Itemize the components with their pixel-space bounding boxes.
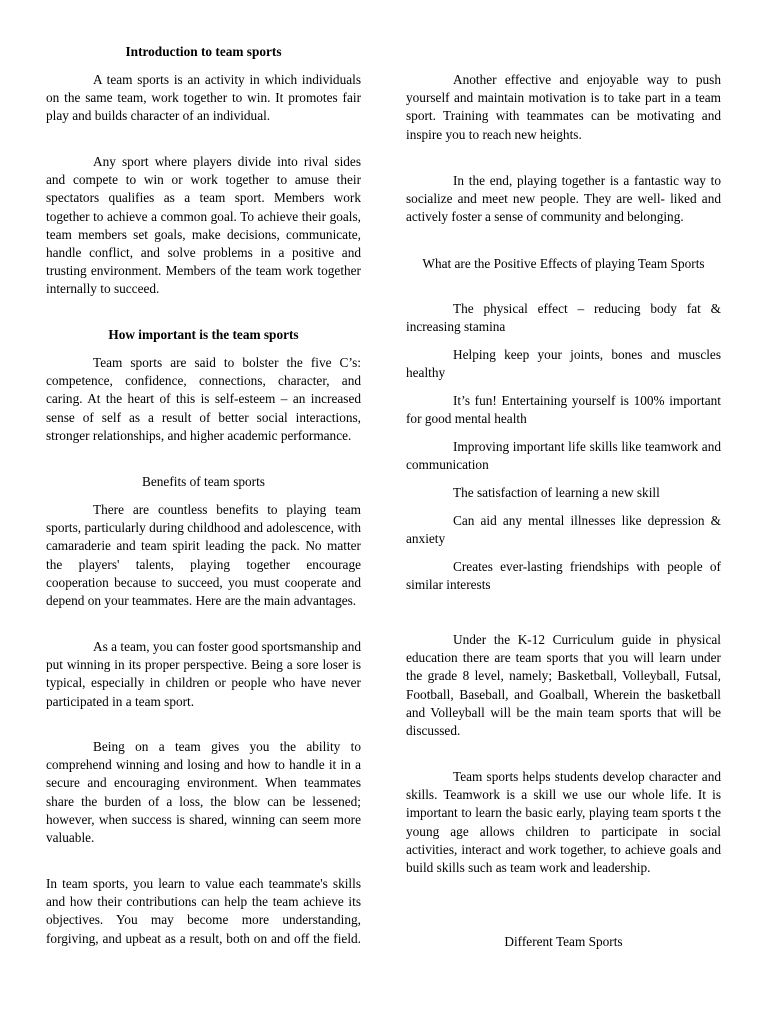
heading-positive-effects: What are the Positive Effects of playing Team Sports xyxy=(422,256,705,271)
paragraph-benefits-4: In team sports, you learn to value each teammate's skills and how their contributions can help the team achieve its objectives. You may become more understanding, forgiving, and upbeat as a result, both on and off the field. xyxy=(46,876,361,946)
list-item: Improving important life skills like teamwork and communication xyxy=(406,439,721,473)
list-item: Can aid any mental illnesses like depression & anxiety xyxy=(406,513,721,547)
list-item: The physical effect – reducing body fat & increasing stamina xyxy=(406,301,721,335)
paragraph-curriculum: Under the K-12 Curriculum guide in physical education there are team sports that you will learn under the grade 8 level, namely; Basketball, Volleyball, Futsal, Football, Baseball, and Goalball, Wherein the basketball and Volleyball will be the main team sports that will be discussed. xyxy=(406,632,721,739)
list-item: It’s fun! Entertaining yourself is 100% important for good mental health xyxy=(406,393,721,427)
paragraph-benefits-3: Being on a team gives you the ability to comprehend winning and losing and how to handle it in a secure and encouraging environment. When teammates share the burden of a loss, the blow can be lessened; however, when success is shared, winning can seem more valuable. xyxy=(46,739,361,846)
paragraph-intro-2: Any sport where players divide into rival sides and compete to win or work together to amuse their spectators qualifies as a team sport. Members work together to achieve a common goal. To achieve their goals, team members set goals, make decisions, communicate, handle conflict, and solve problems in a positive and trusting environment. Members of the team work together internally to succeed. xyxy=(46,154,361,297)
list-item: The satisfaction of learning a new skill xyxy=(453,485,660,500)
list-item: Helping keep your joints, bones and muscles healthy xyxy=(406,347,721,381)
paragraph-end: In the end, playing together is a fantastic way to socialize and meet new people. They are well- liked and actively foster a sense of community and belonging. xyxy=(406,173,721,225)
heading-introduction: Introduction to team sports xyxy=(125,44,282,59)
paragraph-enjoyable: Another effective and enjoyable way to push yourself and maintain motivation is to take part in a team sport. Training with teammates can be motivating and inspire you to reach new heights. xyxy=(406,72,721,142)
paragraph-skills: Team sports helps students develop character and skills. Teamwork is a skill we use our whole life. It is important to learn the basic early, playing team sports t the young age allows children to participate in social activities, interact and work together, to achieve goals and build skills such as team work and leadership. xyxy=(406,769,721,876)
paragraph-importance: Team sports are said to bolster the five C’s: competence, confidence, connections, character, and caring. At the heart of this is self-esteem – an increased sense of self as a result of better social interactions, stronger relationships, and higher academic performance. xyxy=(46,355,361,443)
heading-different-team-sports: Different Team Sports xyxy=(504,934,623,949)
paragraph-intro-1: A team sports is an activity in which individuals on the same team, work together to win. It promotes fair play and builds character of an individual. xyxy=(46,72,361,124)
heading-benefits: Benefits of team sports xyxy=(142,474,265,489)
paragraph-benefits-1: There are countless benefits to playing team sports, particularly during childhood and adolescence, with camaraderie and team spirit leading the pack. No matter the players' talents, playing together encourage cooperation because to succeed, you must cooperate and depend on your teammates. Here are the main advantages. xyxy=(46,502,361,609)
paragraph-benefits-2: As a team, you can foster good sportsmanship and put winning in its proper perspective. Being a sore loser is typical, especially in children or people who have never participated in a team sport. xyxy=(46,639,361,709)
list-item: Creates ever-lasting friendships with people of similar interests xyxy=(406,559,721,593)
heading-importance: How important is the team sports xyxy=(108,327,299,342)
